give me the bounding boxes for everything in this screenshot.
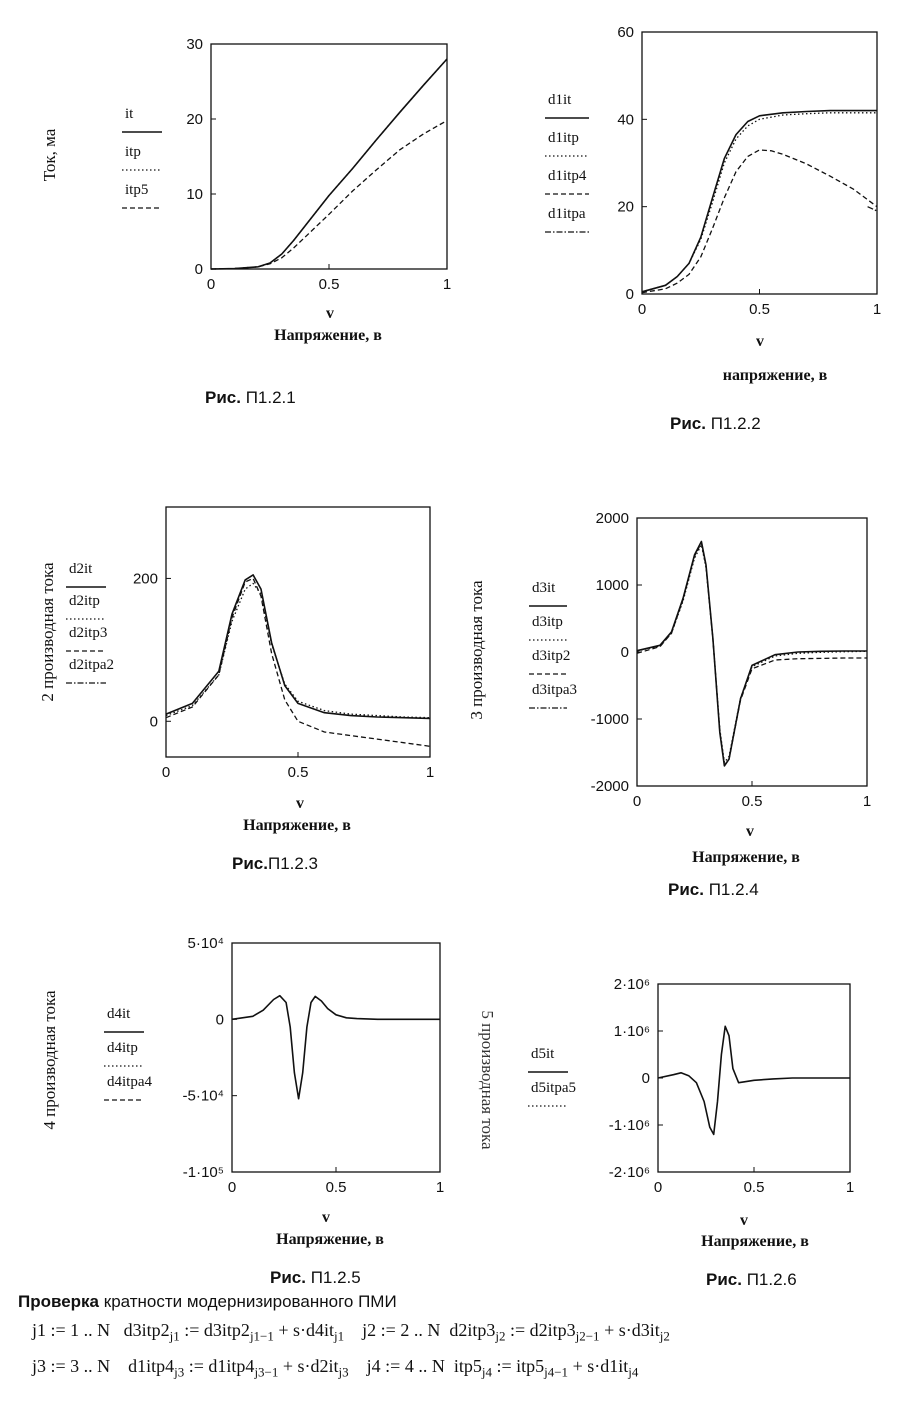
caption-number: П1.2.4 [708, 880, 759, 899]
x-tick-label: 0.5 [325, 1179, 347, 1196]
x-tick-label: 0 [637, 301, 647, 318]
x-tick-label: 1 [442, 276, 452, 293]
series-line-d1it [642, 111, 877, 292]
y-tick-label: 1·10⁶ [613, 1023, 650, 1040]
plot-frame [642, 32, 877, 294]
series-line-itp [211, 59, 447, 269]
x-tick-label: 0 [161, 764, 171, 781]
x-tick-label: 0 [653, 1179, 663, 1196]
y-tick-label: -5·10⁴ [182, 1087, 224, 1105]
title-rest: кратности модернизированного ПМИ [103, 1292, 397, 1311]
y-tick-label: 2·10⁶ [613, 976, 650, 993]
caption-fig-5 [270, 1268, 361, 1288]
caption-prefix: Рис. [232, 854, 268, 873]
x-tick-label: 1 [435, 1179, 445, 1196]
legend-label-d1it: d1it [548, 92, 572, 108]
caption-prefix: Рис. [668, 880, 704, 899]
caption-prefix: Рис. [205, 388, 241, 407]
y-tick-label: 0 [625, 286, 634, 303]
series-line-d3itp2 [637, 543, 867, 765]
legend-label-d3it: d3it [532, 580, 556, 596]
caption-number: П1.2.6 [746, 1270, 797, 1289]
y-axis-label: 4 производная тока [40, 990, 59, 1130]
x-tick-label: 0.5 [743, 1179, 765, 1196]
caption-fig-4 [668, 880, 759, 900]
series-line-d2itp3 [166, 578, 430, 746]
x-axis-label: Напряжение, в [243, 817, 351, 834]
figure-4 [467, 510, 871, 866]
legend-label-d5itpa5: d5itpa5 [531, 1080, 576, 1096]
y-tick-label: 20 [186, 111, 203, 128]
y-tick-label: 0 [620, 644, 629, 661]
legend-label-itp: itp [125, 144, 141, 160]
y-tick-label: 0 [641, 1070, 650, 1087]
y-tick-label: 1000 [595, 577, 629, 594]
plot-frame [232, 943, 440, 1172]
legend-label-d2itp: d2itp [69, 593, 100, 609]
series-line-d3itp [637, 545, 867, 763]
legend-label-d2itp3: d2itp3 [69, 625, 108, 641]
caption-fig-1 [205, 388, 296, 408]
series-line-d4it [232, 996, 440, 1099]
figure-2 [617, 24, 881, 384]
series-line-d5it [658, 1026, 850, 1134]
y-tick-label: 200 [132, 570, 158, 588]
legend-label-d1itpa: d1itpa [548, 206, 586, 222]
figure-1 [40, 36, 451, 344]
x-tick-label: 1 [425, 764, 435, 781]
y-tick-label: -2·10⁶ [608, 1164, 650, 1181]
series-line-d2itp [166, 583, 430, 717]
legend-label-d3itp2: d3itp2 [532, 648, 571, 664]
x-tick-label: 1 [862, 793, 872, 810]
figure-6 [478, 976, 854, 1250]
plot-frame [211, 44, 447, 269]
y-tick-label: 2000 [595, 510, 629, 527]
legend-label-d1itp4: d1itp4 [548, 168, 587, 184]
y-tick-label: 0 [149, 713, 158, 731]
x-axis-label: Напряжение, в [692, 849, 800, 866]
series-line-d1itp [642, 113, 877, 292]
y-tick-label: 5·10⁴ [187, 935, 224, 952]
legend-label-d4it: d4it [107, 1006, 131, 1022]
legend-label-d2it: d2it [69, 561, 93, 577]
equations-title [18, 1292, 397, 1312]
x-axis-variable: v [740, 1212, 748, 1229]
caption-prefix: Рис. [270, 1268, 306, 1287]
y-axis-label: 2 производная тока [38, 562, 57, 702]
y-tick-label: 60 [617, 24, 634, 41]
y-tick-label: -1·10⁵ [182, 1164, 224, 1181]
x-axis-label: Напряжение, в [701, 1233, 809, 1250]
x-axis-variable: v [296, 795, 304, 812]
plot-frame [166, 507, 430, 757]
x-tick-label: 0.5 [318, 276, 340, 293]
x-axis-variable: v [322, 1209, 330, 1226]
x-axis-label: напряжение, в [722, 367, 828, 384]
x-axis-variable: v [746, 823, 754, 840]
caption-fig-6 [706, 1270, 797, 1290]
legend-label-d4itp: d4itp [107, 1040, 138, 1056]
x-tick-label: 0.5 [749, 301, 770, 318]
legend-label-d3itp: d3itp [532, 614, 563, 630]
legend-label-d4itpa4: d4itpa4 [107, 1074, 152, 1090]
caption-fig-3 [232, 854, 318, 874]
x-axis-variable: v [756, 333, 764, 350]
x-tick-label: 0.5 [287, 764, 309, 781]
x-tick-label: 1 [872, 301, 882, 318]
series-lines [211, 59, 447, 269]
equation-line-2: j3 := 3 .. N $d1itp4_{j3}$ := $d1itp4_{j3-1} + s\cdot d2it_{j3}$ j4 := 4 .. N $itp5_{j4}$ := $itp5_{j4-1} + s\cdot d1it_{j4}$ [32, 1356, 639, 1380]
y-tick-label: 30 [186, 36, 203, 53]
title-bold: Проверка [18, 1292, 100, 1311]
y-axis-label: 3 производная тока [467, 580, 486, 720]
caption-number: П1.2.3 [267, 854, 318, 873]
caption-number: П1.2.5 [310, 1268, 361, 1287]
y-tick-label: 20 [617, 198, 634, 216]
series-line-d1itp4 [642, 150, 877, 293]
x-tick-label: 1 [845, 1179, 855, 1196]
x-tick-label: 0 [632, 793, 642, 810]
caption-prefix: Рис. [706, 1270, 742, 1289]
y-tick-label: 10 [186, 186, 203, 203]
y-tick-label: 40 [617, 111, 634, 129]
series-line-d3it [637, 542, 867, 766]
caption-fig-2 [670, 414, 761, 434]
y-axis-label: 5 производная тока [478, 1010, 497, 1150]
series-line-it [211, 59, 447, 269]
y-tick-label: 0 [215, 1011, 224, 1029]
y-tick-label: -2000 [590, 778, 629, 795]
equation-line-1: j1 := 1 .. N $d3itp2_{j1}$ := $d3itp2_{j1-1} + s\cdot d4it_{j1}$ j2 := 2 .. N $d2itp3_{j2}$ := $d2itp3_{j2-1} + s\cdot d3it_{j2}$ [32, 1320, 670, 1344]
x-axis-label: Напряжение, в [276, 1231, 384, 1248]
legend-label-itp5: itp5 [125, 182, 149, 198]
y-tick-label: 0 [194, 261, 203, 278]
legend-label-d2itpa2: d2itpa2 [69, 657, 114, 673]
y-tick-label: -1·10⁶ [608, 1117, 650, 1134]
series-line-d1itpa [868, 207, 877, 211]
y-axis-label: Ток, ма [40, 128, 59, 182]
x-tick-label: 0.5 [741, 793, 763, 810]
x-axis-label: Напряжение, в [274, 327, 382, 344]
legends [66, 92, 589, 1106]
legend-label-d5it: d5it [531, 1046, 555, 1062]
series-line-d2it [166, 575, 430, 719]
caption-number: П1.2.2 [710, 414, 761, 433]
caption-prefix: Рис. [670, 414, 706, 433]
legend-label-it: it [125, 106, 134, 122]
y-tick-label: -1000 [590, 711, 629, 728]
figure-5 [40, 935, 444, 1248]
x-tick-label: 0 [227, 1179, 237, 1196]
caption-number: П1.2.1 [245, 388, 296, 407]
legend-label-d3itpa3: d3itpa3 [532, 682, 577, 698]
x-tick-label: 0 [206, 276, 216, 293]
x-axis-variable: v [326, 305, 334, 322]
legend-label-d1itp: d1itp [548, 130, 579, 146]
